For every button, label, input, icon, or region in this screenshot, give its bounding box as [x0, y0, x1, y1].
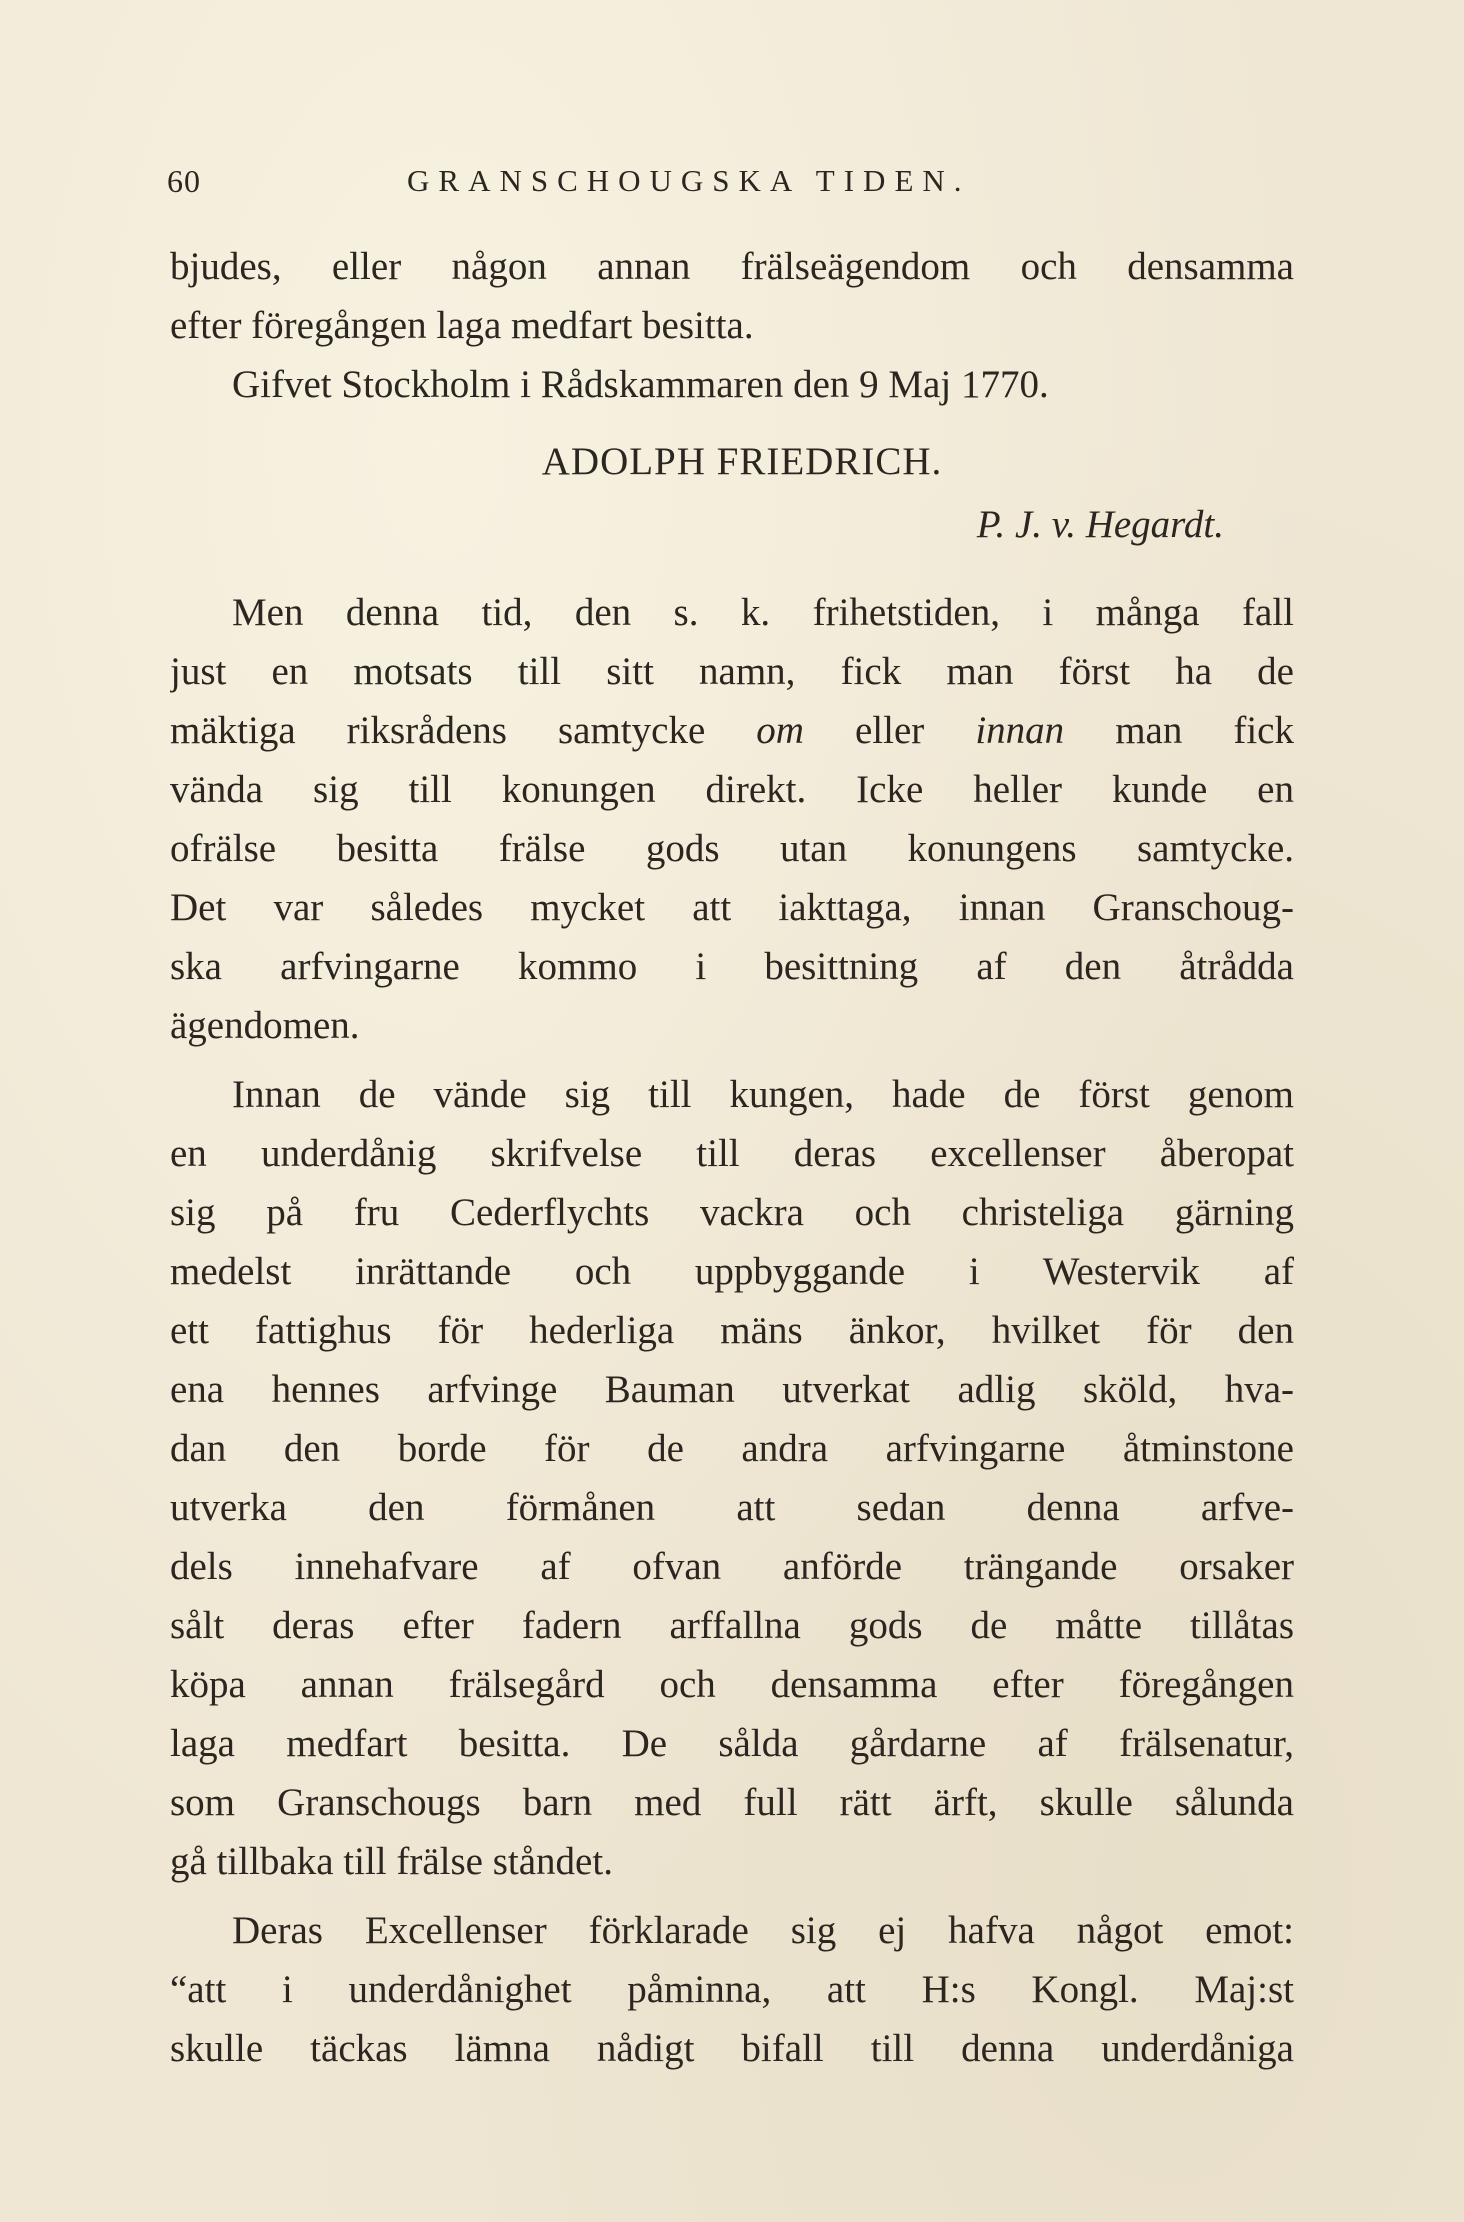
paragraph	[170, 583, 1294, 1055]
text-line: “att i underdånighet påminna, att H:s Kongl. Maj:st	[170, 1968, 1294, 2011]
decree-date-line: Gifvet Stockholm i Rådskammaren den 9 Maj 1770.	[232, 363, 1049, 406]
text-line: köpa annan frälsegård och densamma efter föregången	[170, 1663, 1294, 1706]
text-line: skulle täckas lämna nådigt bifall till denna underdåniga	[170, 2027, 1294, 2070]
text-span: man fick	[1064, 709, 1294, 752]
spacer	[170, 1891, 1294, 1901]
running-title: GRANSCHOUGSKA TIDEN.	[407, 163, 971, 198]
page-number: 60	[167, 163, 201, 199]
text-line	[170, 701, 1294, 760]
text-line: medelst inrättande och uppbyggande i Westervik af	[170, 1250, 1294, 1293]
body-text	[170, 237, 1294, 2078]
text-line: dels innehafvare af ofvan anförde trängande orsaker	[170, 1545, 1294, 1588]
text-line: sig på fru Cederflychts vackra och christeliga gärning	[170, 1191, 1294, 1234]
text-span: eller	[803, 709, 976, 752]
paragraph	[170, 1065, 1294, 1891]
countersignature: P. J. v. Hegardt.	[976, 503, 1224, 546]
emphasis: om	[756, 709, 804, 752]
text-line: bjudes, eller någon annan frälseägendom och densamma	[170, 245, 1294, 288]
text-line: Deras Excellenser förklarade sig ej hafva något emot:	[232, 1909, 1294, 1952]
text-line: som Granschougs barn med full rätt ärft, skulle sålunda	[170, 1781, 1294, 1824]
page-header	[167, 163, 1297, 209]
text-line: Det var således mycket att iakttaga, innan Granschoug-	[170, 886, 1294, 929]
royal-signature: ADOLPH FRIEDRICH.	[541, 440, 943, 483]
text-line: laga medfart besitta. De sålda gårdarne af frälsenatur,	[170, 1722, 1294, 1765]
text-line: vända sig till konungen direkt. Icke heller kunde en	[170, 768, 1294, 811]
text-span: mäktiga riksrådens samtycke	[170, 709, 757, 752]
text-line: efter föregången laga medfart besitta.	[170, 304, 754, 347]
spacer	[170, 561, 1294, 583]
text-line: en underdånig skrifvelse till deras excellenser åberopat	[170, 1132, 1294, 1175]
text-line: Innan de vände sig till kungen, hade de först genom	[232, 1073, 1294, 1116]
text-line: ägendomen.	[170, 1004, 360, 1047]
spacer	[170, 1055, 1294, 1065]
emphasis: innan	[975, 709, 1065, 752]
decree-ending	[170, 237, 1294, 414]
text-line: ofrälse besitta frälse gods utan konungens samtycke.	[170, 827, 1294, 870]
paragraph	[170, 1901, 1294, 2078]
text-line: Men denna tid, den s. k. frihetstiden, i många fall	[232, 591, 1294, 634]
text-line: sålt deras efter fadern arffallna gods de måtte tillåtas	[170, 1604, 1294, 1647]
text-line: dan den borde för de andra arfvingarne åtminstone	[170, 1427, 1294, 1470]
text-line: gå tillbaka till frälse ståndet.	[170, 1840, 613, 1883]
text-line: just en motsats till sitt namn, fick man först ha de	[170, 650, 1294, 693]
text-line: ett fattighus för hederliga mäns änkor, hvilket för den	[170, 1309, 1294, 1352]
text-line: utverka den förmånen att sedan denna arfve-	[170, 1486, 1294, 1529]
text-line: ska arfvingarne kommo i besittning af den åtrådda	[170, 945, 1294, 988]
text-line: ena hennes arfvinge Bauman utverkat adlig sköld, hva-	[170, 1368, 1294, 1411]
